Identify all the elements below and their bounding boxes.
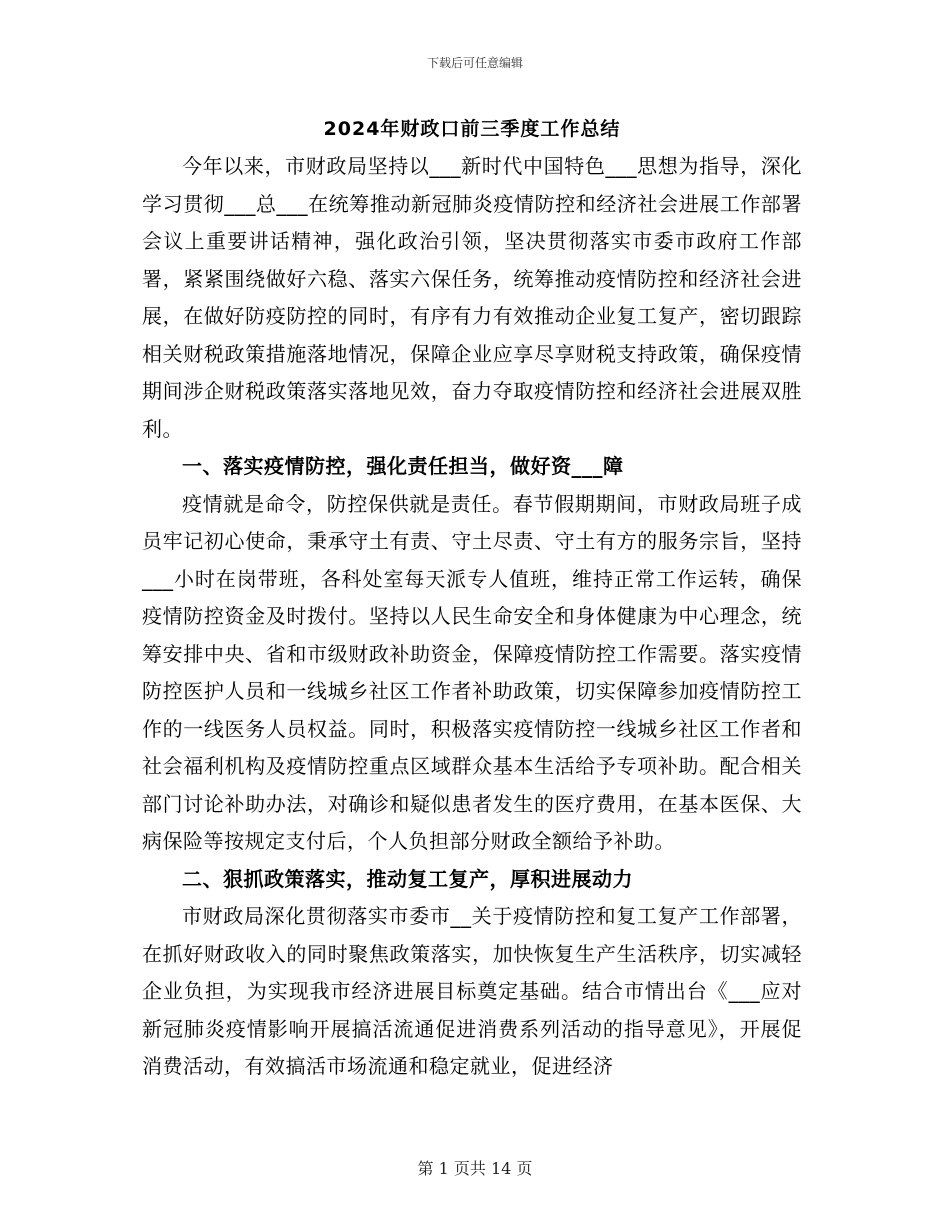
document-body [142,110,802,1086]
document-title: 2024年财政口前三季度工作总结 [323,118,621,140]
paragraph-section-1: 疫情就是命令，防控保供就是责任。春节假期期间，市财政局班子成员牢记初心使命，秉承守土有责、守土尽责、守土有方的服务宗旨，坚持___小时在岗带班，各科处室每天派专人值班，维持正常工作运转，确保疫情防控资金及时拨付。坚持以人民生命安全和身体健康为中心理念，统筹安排中央、省和市级财政补助资金，保障疫情防控工作需要。落实疫情防控医护人员和一线城乡社区工作者补助政策，切实保障参加疫情防控工作的一线医务人员权益。同时，积极落实疫情防控一线城乡社区工作者和社会福利机构及疫情防控重点区域群众基本生活给予专项补助。配合相关部门讨论补助办法，对确诊和疑似患者发生的医疗费用，在基本医保、大病保险等按规定支付后，个人负担部分财政全额给予补助。 [142,491,802,853]
paragraph-section-2: 市财政局深化贯彻落实市委市__关于疫情防控和复工复产工作部署，在抓好财政收入的同时聚焦政策落实，加快恢复生产生活秩序，切实减轻企业负担，为实现我市经济进展目标奠定基础。结合市情出台《___应对新冠肺炎疫情影响开展搞活流通促进消费系列活动的指导意见》，开展促消费活动，有效搞活市场流通和稳定就业，促进经济 [142,904,802,1078]
section-heading-1: 一、落实疫情防控，强化责任担当，做好资___障 [182,454,624,478]
page-header: 下载后可任意编辑 [426,56,523,70]
paragraph-intro: 今年以来，市财政局坚持以___新时代中国特色___思想为指导，深化学习贯彻___总___在统筹推动新冠肺炎疫情防控和经济社会进展工作部署会议上重要讲话精神，强化政治引领，坚决贯彻落实市委市政府工作部署，紧紧围绕做好六稳、落实六保任务，统筹推动疫情防控和经济社会进展，在做好防疫防控的同时，有序有力有效推动企业复工复产，密切跟踪相关财税政策措施落地情况，保障企业应享尽享财税支持政策，确保疫情期间涉企财税政策落实落地见效，奋力夺取疫情防控和经济社会进展双胜利。 [142,154,802,441]
section-heading-2: 二、狠抓政策落实，推动复工复产，厚积进展动力 [182,866,633,891]
page-number-footer: 第 1 页共 14 页 [417,1159,533,1178]
